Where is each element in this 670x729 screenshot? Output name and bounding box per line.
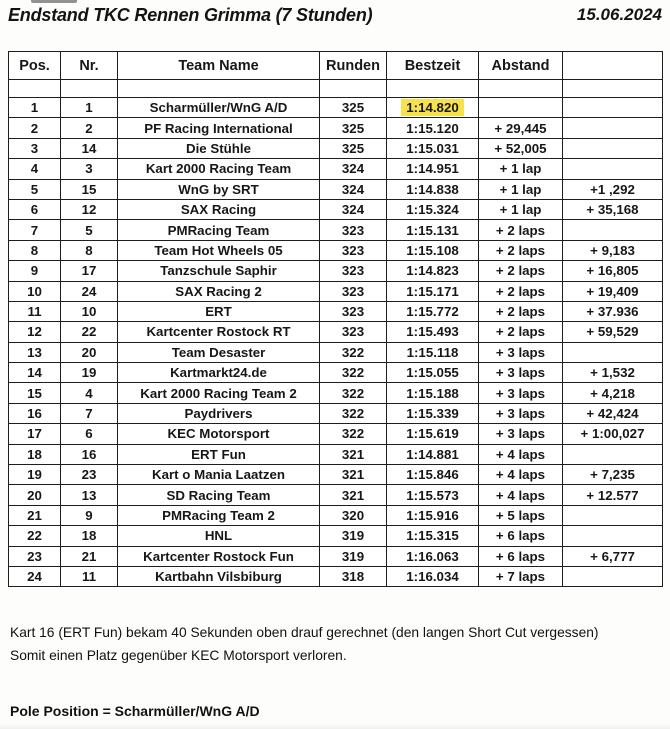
gap-cell: [563, 220, 663, 240]
table-row: [9, 342, 663, 362]
abstand-cell: + 4 laps: [479, 465, 563, 485]
bestzeit-cell: 1:14.881: [387, 444, 479, 464]
bestzeit-cell: 1:15.120: [387, 118, 479, 138]
bestzeit-cell: 1:15.324: [387, 199, 479, 219]
gap-cell: [563, 444, 663, 464]
gap-cell: + 7,235: [563, 465, 663, 485]
nr-cell: 15: [61, 179, 118, 199]
team-cell: Kartmarkt24.de: [118, 363, 320, 383]
abstand-cell: + 3 laps: [479, 403, 563, 423]
abstand-cell: + 6 laps: [479, 526, 563, 546]
table-row: [9, 322, 663, 342]
nr-cell: 22: [61, 322, 118, 342]
runden-cell: 323: [320, 261, 387, 281]
table-row: [9, 118, 663, 138]
abstand-cell: + 1 lap: [479, 159, 563, 179]
bestzeit-cell: 1:15.131: [387, 220, 479, 240]
nr-cell: 10: [61, 301, 118, 321]
gap-cell: + 4,218: [563, 383, 663, 403]
bestzeit-cell: 1:15.171: [387, 281, 479, 301]
pos-cell: 17: [9, 424, 61, 444]
team-cell: KEC Motorsport: [118, 424, 320, 444]
column-header-abstand: Abstand: [479, 52, 563, 80]
nr-cell: 16: [61, 444, 118, 464]
table-row: [9, 444, 663, 464]
abstand-cell: + 2 laps: [479, 301, 563, 321]
team-cell: Team Hot Wheels 05: [118, 240, 320, 260]
gap-cell: + 12.577: [563, 485, 663, 505]
table-row: [9, 363, 663, 383]
spacer-row: [9, 80, 663, 98]
nr-cell: 11: [61, 566, 118, 586]
runden-cell: 323: [320, 322, 387, 342]
bestzeit-cell: 1:14.838: [387, 179, 479, 199]
table-row: [9, 159, 663, 179]
footnote: [10, 621, 660, 667]
pos-cell: 9: [9, 261, 61, 281]
abstand-cell: + 2 laps: [479, 281, 563, 301]
nr-cell: 9: [61, 505, 118, 525]
team-cell: PMRacing Team: [118, 220, 320, 240]
team-cell: Scharmüller/WnG A/D: [118, 98, 320, 118]
gap-cell: + 1:00,027: [563, 424, 663, 444]
nr-cell: 20: [61, 342, 118, 362]
abstand-cell: + 2 laps: [479, 240, 563, 260]
table-row: [9, 566, 663, 586]
nr-cell: 12: [61, 199, 118, 219]
column-header-team-name: Team Name: [118, 52, 320, 80]
runden-cell: 322: [320, 383, 387, 403]
gap-cell: + 6,777: [563, 546, 663, 566]
pos-cell: 2: [9, 118, 61, 138]
bestzeit-cell: 1:16.063: [387, 546, 479, 566]
nr-cell: 14: [61, 138, 118, 158]
nr-cell: 24: [61, 281, 118, 301]
pos-cell: 21: [9, 505, 61, 525]
pos-cell: 11: [9, 301, 61, 321]
abstand-cell: + 3 laps: [479, 363, 563, 383]
gap-cell: [563, 342, 663, 362]
bestzeit-cell: 1:15.031: [387, 138, 479, 158]
team-cell: Team Desaster: [118, 342, 320, 362]
footnote-line-2: Somit einen Platz gegenüber KEC Motorsport verloren.: [10, 648, 347, 663]
header-row: [9, 52, 663, 80]
nr-cell: 19: [61, 363, 118, 383]
nr-cell: 18: [61, 526, 118, 546]
pos-cell: 23: [9, 546, 61, 566]
pos-cell: 15: [9, 383, 61, 403]
abstand-cell: + 3 laps: [479, 424, 563, 444]
pos-cell: 8: [9, 240, 61, 260]
pos-cell: 5: [9, 179, 61, 199]
gap-cell: + 42,424: [563, 403, 663, 423]
gap-cell: [563, 526, 663, 546]
gap-cell: [563, 98, 663, 118]
abstand-cell: + 52,005: [479, 138, 563, 158]
nr-cell: 21: [61, 546, 118, 566]
gap-cell: [563, 566, 663, 586]
column-header-pos: Pos.: [9, 52, 61, 80]
runden-cell: 322: [320, 424, 387, 444]
table-row: [9, 383, 663, 403]
gap-cell: +1 ,292: [563, 179, 663, 199]
table-row: [9, 138, 663, 158]
gap-cell: + 35,168: [563, 199, 663, 219]
runden-cell: 323: [320, 240, 387, 260]
scan-artifact-bottom: [0, 723, 670, 729]
nr-cell: 1: [61, 98, 118, 118]
nr-cell: 7: [61, 403, 118, 423]
runden-cell: 319: [320, 526, 387, 546]
table-row: [9, 281, 663, 301]
gap-cell: [563, 505, 663, 525]
runden-cell: 322: [320, 403, 387, 423]
nr-cell: 17: [61, 261, 118, 281]
abstand-cell: [479, 98, 563, 118]
gap-cell: + 16,805: [563, 261, 663, 281]
nr-cell: 5: [61, 220, 118, 240]
abstand-cell: + 4 laps: [479, 444, 563, 464]
nr-cell: 3: [61, 159, 118, 179]
team-cell: Kart 2000 Racing Team: [118, 159, 320, 179]
table-row: [9, 179, 663, 199]
team-cell: ERT: [118, 301, 320, 321]
runden-cell: 325: [320, 98, 387, 118]
table-row: [9, 485, 663, 505]
team-cell: Kartcenter Rostock RT: [118, 322, 320, 342]
pos-cell: 22: [9, 526, 61, 546]
scan-artifact-top: [31, 0, 77, 3]
pos-cell: 19: [9, 465, 61, 485]
table-row: [9, 261, 663, 281]
column-header-nr: Nr.: [61, 52, 118, 80]
nr-cell: 8: [61, 240, 118, 260]
bestzeit-cell: [387, 98, 479, 118]
table-row: [9, 465, 663, 485]
nr-cell: 6: [61, 424, 118, 444]
runden-cell: 322: [320, 363, 387, 383]
pos-cell: 10: [9, 281, 61, 301]
runden-cell: 318: [320, 566, 387, 586]
nr-cell: 13: [61, 485, 118, 505]
abstand-cell: + 5 laps: [479, 505, 563, 525]
bestzeit-cell: 1:15.846: [387, 465, 479, 485]
gap-cell: [563, 138, 663, 158]
pos-cell: 3: [9, 138, 61, 158]
footnote-line-1: Kart 16 (ERT Fun) bekam 40 Sekunden oben drauf gerechnet (den langen Short Cut vergessen): [10, 625, 599, 640]
runden-cell: 321: [320, 444, 387, 464]
abstand-cell: + 2 laps: [479, 261, 563, 281]
table-row: [9, 301, 663, 321]
runden-cell: 323: [320, 281, 387, 301]
table-row: [9, 98, 663, 118]
abstand-cell: + 1 lap: [479, 179, 563, 199]
team-cell: Die Stühle: [118, 138, 320, 158]
team-cell: SD Racing Team: [118, 485, 320, 505]
abstand-cell: + 2 laps: [479, 220, 563, 240]
gap-cell: + 37.936: [563, 301, 663, 321]
bestzeit-cell: 1:16.034: [387, 566, 479, 586]
runden-cell: 322: [320, 342, 387, 362]
team-cell: Kartcenter Rostock Fun: [118, 546, 320, 566]
abstand-cell: + 2 laps: [479, 322, 563, 342]
pos-cell: 7: [9, 220, 61, 240]
table-row: [9, 403, 663, 423]
best-lap-highlight: 1:14.820: [401, 99, 464, 116]
runden-cell: 324: [320, 159, 387, 179]
bestzeit-cell: 1:15.188: [387, 383, 479, 403]
table-row: [9, 526, 663, 546]
pole-position-note: Pole Position = Scharmüller/WnG A/D: [10, 703, 260, 719]
gap-cell: + 59,529: [563, 322, 663, 342]
runden-cell: 325: [320, 138, 387, 158]
table-row: [9, 240, 663, 260]
team-cell: ERT Fun: [118, 444, 320, 464]
gap-cell: + 1,532: [563, 363, 663, 383]
abstand-cell: + 6 laps: [479, 546, 563, 566]
runden-cell: 321: [320, 485, 387, 505]
bestzeit-cell: 1:15.118: [387, 342, 479, 362]
bestzeit-cell: 1:15.493: [387, 322, 479, 342]
pos-cell: 6: [9, 199, 61, 219]
table-row: [9, 505, 663, 525]
results-table: [8, 51, 663, 587]
pos-cell: 1: [9, 98, 61, 118]
runden-cell: 325: [320, 118, 387, 138]
team-cell: PF Racing International: [118, 118, 320, 138]
gap-cell: + 9,183: [563, 240, 663, 260]
team-cell: SAX Racing: [118, 199, 320, 219]
column-header-empty: [563, 52, 663, 80]
runden-cell: 324: [320, 199, 387, 219]
bestzeit-cell: 1:15.339: [387, 403, 479, 423]
nr-cell: 23: [61, 465, 118, 485]
document-date: 15.06.2024: [576, 5, 662, 24]
team-cell: Paydrivers: [118, 403, 320, 423]
pos-cell: 14: [9, 363, 61, 383]
pos-cell: 18: [9, 444, 61, 464]
gap-cell: [563, 159, 663, 179]
bestzeit-cell: 1:15.772: [387, 301, 479, 321]
runden-cell: 321: [320, 465, 387, 485]
bestzeit-cell: 1:15.573: [387, 485, 479, 505]
nr-cell: 2: [61, 118, 118, 138]
nr-cell: 4: [61, 383, 118, 403]
abstand-cell: + 29,445: [479, 118, 563, 138]
table-row: [9, 220, 663, 240]
column-header-bestzeit: Bestzeit: [387, 52, 479, 80]
runden-cell: 324: [320, 179, 387, 199]
table-row: [9, 199, 663, 219]
team-cell: PMRacing Team 2: [118, 505, 320, 525]
team-cell: Kart 2000 Racing Team 2: [118, 383, 320, 403]
pos-cell: 16: [9, 403, 61, 423]
abstand-cell: + 3 laps: [479, 342, 563, 362]
pos-cell: 4: [9, 159, 61, 179]
bestzeit-cell: 1:15.916: [387, 505, 479, 525]
team-cell: Kart o Mania Laatzen: [118, 465, 320, 485]
abstand-cell: + 4 laps: [479, 485, 563, 505]
gap-cell: + 19,409: [563, 281, 663, 301]
team-cell: HNL: [118, 526, 320, 546]
bestzeit-cell: 1:15.108: [387, 240, 479, 260]
table-row: [9, 424, 663, 444]
team-cell: Kartbahn Vilsbiburg: [118, 566, 320, 586]
runden-cell: 323: [320, 301, 387, 321]
bestzeit-cell: 1:15.619: [387, 424, 479, 444]
results-tbody: [9, 98, 663, 587]
team-cell: SAX Racing 2: [118, 281, 320, 301]
pos-cell: 13: [9, 342, 61, 362]
gap-cell: [563, 118, 663, 138]
document-header: [8, 5, 662, 26]
runden-cell: 319: [320, 546, 387, 566]
bestzeit-cell: 1:14.951: [387, 159, 479, 179]
team-cell: WnG by SRT: [118, 179, 320, 199]
page-title: Endstand TKC Rennen Grimma (7 Stunden): [8, 5, 373, 25]
table-row: [9, 546, 663, 566]
runden-cell: 320: [320, 505, 387, 525]
abstand-cell: + 3 laps: [479, 383, 563, 403]
pos-cell: 12: [9, 322, 61, 342]
runden-cell: 323: [320, 220, 387, 240]
team-cell: Tanzschule Saphir: [118, 261, 320, 281]
pos-cell: 20: [9, 485, 61, 505]
abstand-cell: + 7 laps: [479, 566, 563, 586]
pos-cell: 24: [9, 566, 61, 586]
bestzeit-cell: 1:15.055: [387, 363, 479, 383]
abstand-cell: + 1 lap: [479, 199, 563, 219]
column-header-runden: Runden: [320, 52, 387, 80]
bestzeit-cell: 1:15.315: [387, 526, 479, 546]
bestzeit-cell: 1:14.823: [387, 261, 479, 281]
